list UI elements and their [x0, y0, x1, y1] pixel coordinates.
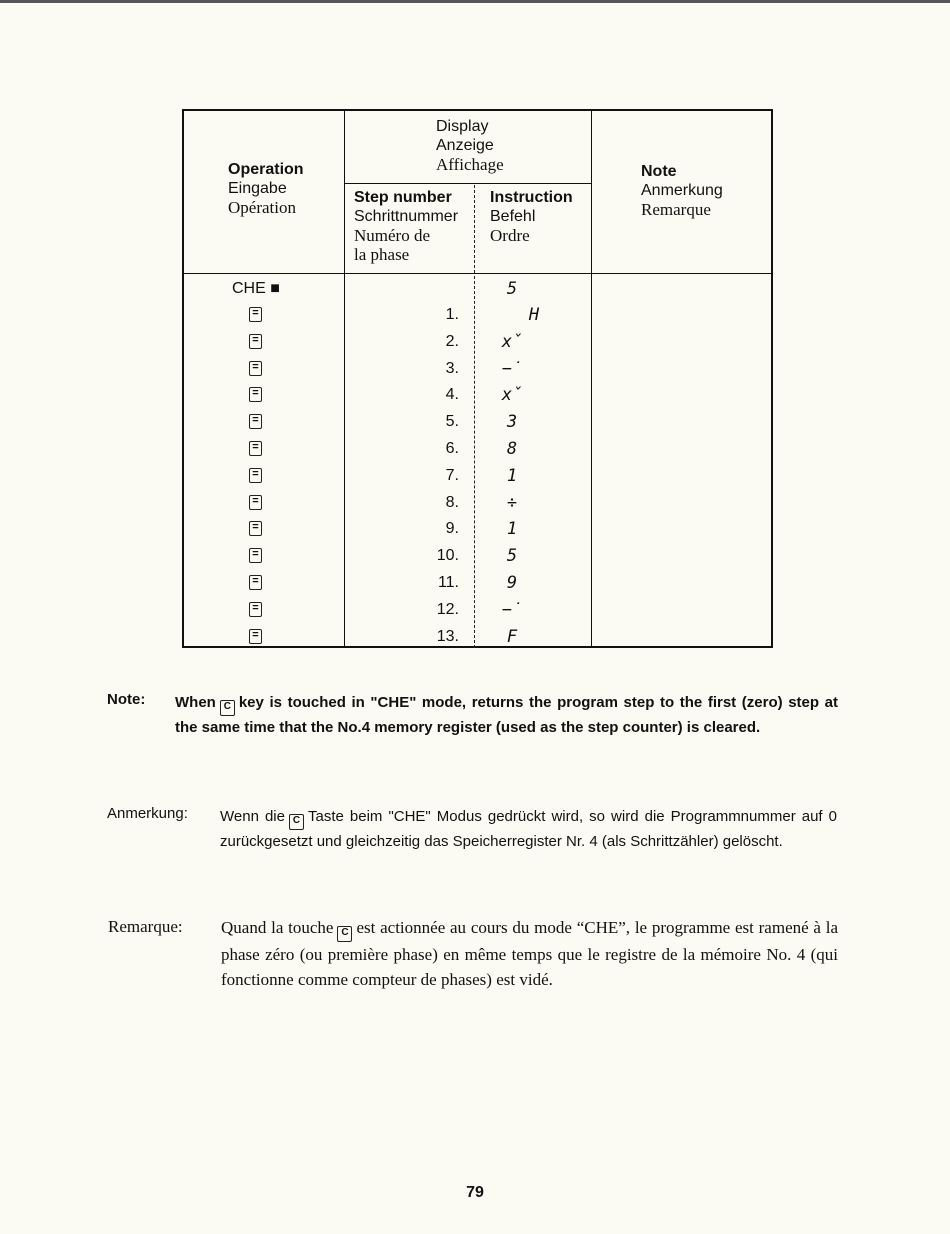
- operation-header-fr: Opération: [228, 198, 296, 217]
- equals-key-icon: =: [249, 307, 262, 322]
- instruction-display: 5: [506, 546, 518, 567]
- instruction-header: [490, 188, 573, 245]
- step-number: 7.: [445, 466, 459, 484]
- note-label-fr: Remarque:: [108, 917, 183, 936]
- equals-key-icon: =: [249, 387, 262, 402]
- instruction-display: −̇: [501, 599, 523, 620]
- step-header-fr-2: la phase: [354, 245, 410, 264]
- instruction-header-de: Befehl: [490, 208, 536, 225]
- che-display: 5: [506, 279, 518, 299]
- column-divider-note: [591, 111, 592, 646]
- step-number: 9.: [445, 520, 459, 538]
- program-table: [182, 109, 773, 648]
- equals-key-icon: =: [249, 334, 262, 349]
- equals-key-icon: =: [249, 468, 262, 483]
- instruction-display: H: [528, 305, 540, 325]
- step-instruction-divider-header: [474, 185, 475, 273]
- step-number: 11.: [437, 574, 459, 591]
- instruction-display: 8: [506, 439, 518, 459]
- note-de-before: Wenn die: [220, 808, 285, 825]
- note-en-after: key is touched in "CHE" mode, returns the program step to the first (zero) step at the same time that the No.4 memory register (used as the step counter) is cleared.: [175, 694, 838, 736]
- step-number: 8.: [445, 493, 459, 511]
- step-number: 10.: [436, 547, 459, 565]
- instruction-display: 1: [506, 519, 518, 540]
- note-fr-before: Quand la touche: [221, 918, 334, 937]
- step-number: 1.: [445, 306, 459, 323]
- note-text-en: [175, 691, 838, 741]
- operation-header-de: Eingabe: [228, 180, 287, 197]
- step-number-header: [354, 188, 458, 264]
- equals-key-icon: =: [249, 414, 262, 429]
- note-header-en: Note: [641, 163, 677, 180]
- instruction-display: 1: [506, 465, 518, 486]
- operation-header: [228, 160, 304, 217]
- step-number: 12.: [436, 600, 459, 618]
- instruction-display: ÷: [506, 492, 518, 513]
- display-header-fr: Affichage: [436, 155, 504, 174]
- step-header-en: Step number: [354, 189, 452, 206]
- equals-key-icon: =: [249, 629, 262, 644]
- step-number: 2.: [445, 332, 459, 350]
- instruction-display: 9: [506, 573, 518, 593]
- page-number: 79: [466, 1184, 484, 1201]
- equals-key-icon: =: [249, 521, 262, 536]
- note-header: [641, 162, 723, 219]
- note-en-before: When: [175, 694, 216, 711]
- header-divider: [184, 273, 771, 274]
- step-header-fr-1: Numéro de: [354, 226, 431, 245]
- note-label-en: Note:: [107, 691, 146, 708]
- display-header-en: Display: [436, 118, 489, 135]
- step-number: 4.: [445, 386, 459, 404]
- column-divider-operation: [344, 111, 345, 646]
- c-key-icon: C: [337, 926, 352, 942]
- instruction-display: −̇: [501, 358, 523, 379]
- display-subheader-divider: [344, 183, 591, 184]
- instruction-display: x̌: [501, 385, 523, 406]
- step-header-de: Schrittnummer: [354, 208, 459, 225]
- top-border-line: [0, 0, 950, 3]
- step-number: 6.: [445, 440, 459, 457]
- note-text-de: [220, 805, 837, 855]
- equals-key-icon: =: [249, 575, 262, 590]
- step-instruction-divider-body: [474, 276, 475, 648]
- equals-key-icon: =: [249, 361, 262, 376]
- instruction-display: F: [506, 626, 518, 647]
- instruction-display: 3: [506, 412, 518, 433]
- instruction-display: x̌: [501, 331, 523, 352]
- equals-key-icon: =: [249, 548, 262, 563]
- equals-key-icon: =: [249, 441, 262, 456]
- note-header-de: Anmerkung: [641, 182, 723, 199]
- note-label-de: Anmerkung:: [107, 805, 188, 822]
- c-key-icon: C: [289, 814, 304, 830]
- instruction-header-fr: Ordre: [490, 226, 530, 245]
- display-header: [436, 117, 504, 174]
- step-number: 3.: [445, 359, 459, 377]
- note-de-after: Taste beim "CHE" Modus gedrückt wird, so wird die Programmnummer auf 0 zurückgesetzt und gleichzeitig das Speicherregister Nr. 4 (als Schrittzähler) gelöscht.: [220, 808, 837, 850]
- note-text-fr: [221, 915, 838, 992]
- step-number: 13.: [436, 627, 459, 645]
- operation-header-en: Operation: [228, 161, 304, 178]
- equals-key-icon: =: [249, 495, 262, 510]
- display-header-de: Anzeige: [436, 137, 494, 154]
- step-number: 5.: [445, 413, 459, 431]
- che-operation: CHE ■: [232, 280, 280, 297]
- c-key-icon: C: [220, 700, 235, 716]
- equals-key-icon: =: [249, 602, 262, 617]
- note-header-fr: Remarque: [641, 200, 711, 219]
- instruction-header-en: Instruction: [490, 189, 573, 206]
- note-fr-after: est actionnée au cours du mode “CHE”, le programme est ramené à la phase zéro (ou première phase) en même temps que le registre de la mémoire No. 4 (qui fonctionne comme compteur de phases) est vidé.: [221, 918, 839, 989]
